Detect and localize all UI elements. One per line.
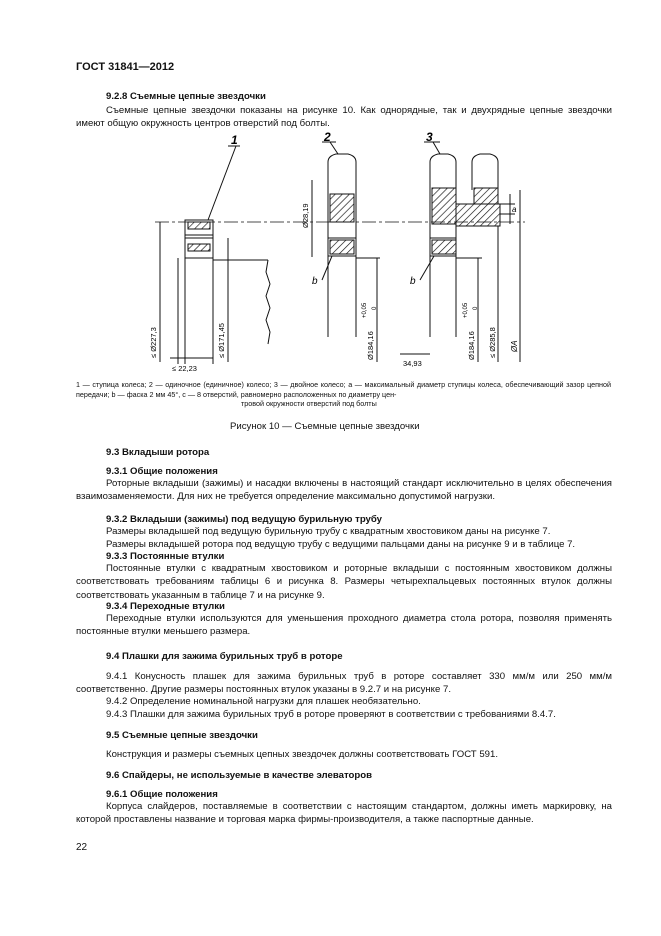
figure-caption: Рисунок 10 — Съемные цепные звездочки [230, 421, 420, 432]
dim-tol-2: +0,05 [463, 302, 469, 318]
single-sprocket-hatch-top [330, 194, 354, 222]
single-sprocket-tooth [328, 154, 356, 190]
section-9-6-1-title: 9.6.1 Общие положения [106, 789, 218, 800]
dim-22-23: ≤ 22,23 [172, 364, 197, 373]
double-sprocket-tooth-1 [430, 154, 456, 190]
hub-hatch-bottom [188, 244, 210, 251]
section-9-4-2-text: 9.4.2 Определение номинальной нагрузки для плашек необязательно. [106, 696, 421, 707]
dim-dA: ØA [510, 340, 519, 352]
section-9-3-2-title: 9.3.2 Вкладыши (зажимы) под ведущую бурильную трубу [106, 514, 383, 525]
section-9-3-2-line-1: Размеры вкладышей под ведущую бурильную трубу с квадратным хвостовиком даны на рисунке 7. [106, 526, 551, 537]
dim-d184-16-b: Ø184,16 [467, 331, 476, 360]
section-9-3-4-title: 9.3.4 Переходные втулки [106, 601, 225, 612]
hub-hatch-top [188, 222, 210, 229]
sprocket-figure [100, 132, 540, 377]
double-sprocket-hatch-1 [432, 188, 456, 224]
section-9-3-4-text: Переходные втулки используются для уменьшения проходного диаметра стола ротора, позволяя применять постоянные втулки меньшего размера. [76, 613, 612, 638]
section-9-3-1-text: Роторные вкладыши (зажимы) и насадки включены в настоящий стандарт исключительно в целях обеспечения взаимозаменяемости. Для них не требуется определение максимально допустимой нагрузки. [76, 478, 612, 503]
callout-2: 2 [324, 132, 331, 144]
dim-tol-1: +0,05 [362, 302, 368, 318]
dim-34-93: 34,93 [403, 359, 422, 368]
dim-d227-3: ≤ Ø227,3 [149, 327, 158, 358]
section-9-2-8-title: 9.2.8 Съемные цепные звездочки [106, 91, 266, 102]
section-9-5-title: 9.5 Съемные цепные звездочки [106, 730, 258, 741]
section-9-6-title: 9.6 Спайдеры, не используемые в качестве элеваторов [106, 770, 373, 781]
dim-d285-8: ≤ Ø285,8 [488, 327, 497, 358]
section-9-3-3-title: 9.3.3 Постоянные втулки [106, 551, 225, 562]
section-9-2-8-text: Съемные цепные звездочки показаны на рисунке 10. Как однорядные, так и двухрядные цепные звездочки имеют общую окружность центров отверстий под болты. [76, 105, 612, 130]
double-sprocket-tooth-2 [472, 154, 498, 190]
dim-tol-2b: 0 [473, 306, 479, 310]
single-sprocket-hatch-bottom [330, 240, 354, 254]
callout-3: 3 [426, 132, 433, 144]
callout-1: 1 [231, 133, 238, 147]
page-number: 22 [76, 842, 88, 853]
dim-a: a [512, 205, 517, 214]
double-sprocket-hub-hatch [456, 204, 500, 226]
section-9-5-text: Конструкция и размеры съемных цепных звездочек должны соответствовать ГОСТ 591. [106, 749, 498, 760]
figure-legend: 1 — ступица колеса; 2 — одиночное (единичное) колесо; 3 — двойное колесо; a — максимальный диаметр ступицы колеса, обеспечивающий зазор цепной передачи; b — фаска 2 мм 45°, c — 8 отверстий, равномерно расположенных по диаметру цен- [76, 380, 611, 399]
dim-tol-1b: 0 [372, 306, 378, 310]
section-9-3-2-line-2: Размеры вкладышей ротора под ведущую трубу с ведущими пальцами даны на рисунке 9 и в таблице 7. [106, 539, 576, 550]
section-9-4-3-text: 9.4.3 Плашки для зажима бурильных труб в роторе проверяют в соответствии с требованиями 8.4.7. [106, 709, 556, 720]
document-code: ГОСТ 31841—2012 [76, 61, 175, 73]
section-9-4-title: 9.4 Плашки для зажима бурильных труб в роторе [106, 651, 343, 662]
section-9-3-1-title: 9.3.1 Общие положения [106, 466, 218, 477]
dim-d28-19: Ø28,19 [301, 203, 310, 228]
dim-d171-45: ≤ Ø171,45 [217, 323, 226, 358]
section-9-3-title: 9.3 Вкладыши ротора [106, 447, 210, 458]
double-sprocket-hatch-2 [474, 188, 498, 204]
dim-b-2: b [410, 276, 416, 287]
section-9-3-3-text: Постоянные втулки с квадратным хвостовиком и роторные вкладыши с постоянным хвостовиком должны соответствовать требованиям таблицы 6 и рисунка 8. Размеры четырехпальцевых постоянных втулок должны соответствовать указанным в таблице 7 и на рисунке 9. [76, 563, 612, 601]
section-9-6-1-text: Корпуса слайдеров, поставляемые в соответствии с настоящим стандартом, должны иметь маркировку, на которой проставлены название и торговая марка фирмы-производителя, а также паспортные данные. [76, 801, 612, 826]
figure-legend-continued: тровой окружности отверстий под болты [241, 399, 377, 408]
section-9-4-1-text: 9.4.1 Конусность плашек для зажима бурильных труб в роторе составляет 330 мм/м или 250 мм/м соответственно. Другие размеры постоянных втулок указаны в 9.2.7 и на рисунке 7. [76, 671, 612, 696]
dim-d184-16-a: Ø184,16 [366, 331, 375, 360]
double-sprocket-hatch-bottom [432, 240, 456, 254]
dim-b-1: b [312, 276, 318, 287]
